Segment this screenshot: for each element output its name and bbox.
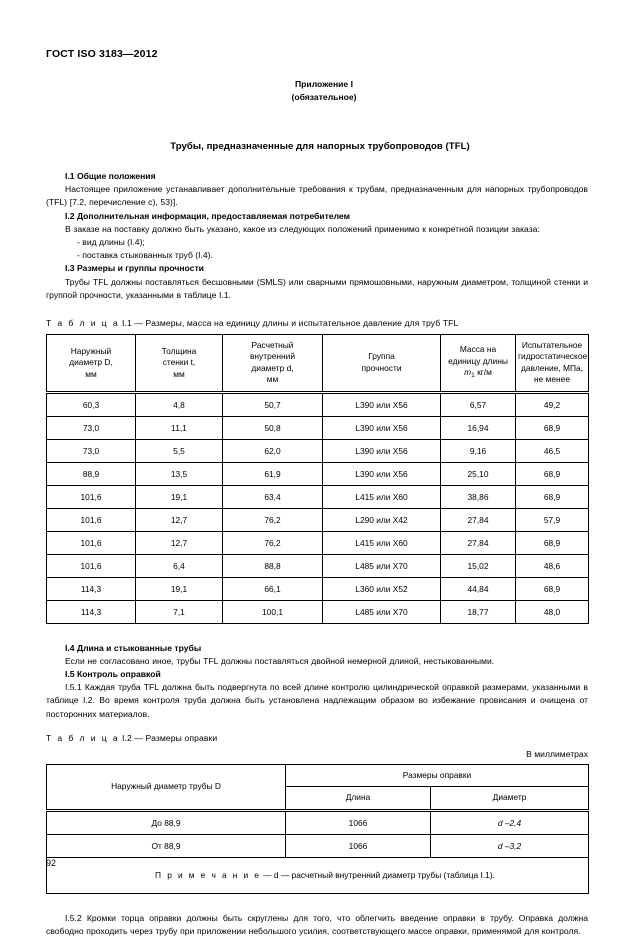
table-row [47, 439, 589, 462]
header-line: гидростатическое [518, 351, 588, 362]
section-heading-i5: I.5 Контроль оправкой [65, 669, 161, 680]
table-cell: 9,16 [441, 439, 516, 462]
header-line: мм [173, 368, 185, 379]
header-line: мм [266, 374, 279, 385]
header-line: внутренний [249, 351, 296, 362]
table-cell: 88,8 [223, 554, 323, 577]
table-row [47, 834, 589, 857]
table-1-header-cell [223, 335, 323, 393]
header-line: прочности [361, 362, 402, 373]
table-1-caption-number: I.1 [122, 318, 132, 329]
table-cell: 4,8 [136, 392, 223, 416]
table-cell: 68,9 [516, 531, 589, 554]
table-2-note [47, 857, 589, 893]
table-cell: 11,1 [136, 416, 223, 439]
table-cell: 5,5 [136, 439, 223, 462]
table-cell: 15,02 [441, 554, 516, 577]
table-cell: 73,0 [47, 416, 136, 439]
table-cell: 88,9 [47, 462, 136, 485]
table-cell: L485 или X70 [323, 600, 441, 623]
table-cell: d –2,4 [431, 810, 589, 834]
table-row [47, 485, 589, 508]
table-2-caption-number: I.2 [122, 732, 132, 743]
appendix-title: Приложение I [295, 79, 353, 89]
header-line: Толщина [161, 345, 197, 356]
table-cell: 114,3 [47, 577, 136, 600]
table-cell: 46,5 [516, 439, 589, 462]
table-cell: L290 или X42 [323, 508, 441, 531]
section-heading-i3: I.3 Размеры и группы прочности [65, 263, 204, 274]
table-row [47, 554, 589, 577]
appendix-subtitle: (обязательное) [291, 91, 357, 102]
page-number: 92 [46, 858, 57, 868]
table-2-caption-text: — Размеры оправки [134, 732, 218, 743]
table-cell: 1066 [286, 810, 431, 834]
note-label: П р и м е ч а н и е [155, 869, 261, 880]
header-line: стенки t, [162, 357, 196, 368]
table-1-header-cell [516, 335, 589, 393]
table-1-header-cell [323, 335, 441, 393]
table-cell: 27,84 [441, 508, 516, 531]
list-item: - вид длины (I.4); [77, 237, 145, 248]
header-line: Испытательное [521, 340, 583, 351]
header-line: мм [85, 368, 97, 379]
table-cell: 76,2 [223, 508, 323, 531]
table-cell: 73,0 [47, 439, 136, 462]
table-cell: 62,0 [223, 439, 323, 462]
header-line: не менее [534, 374, 570, 385]
table-cell: 101,6 [47, 485, 136, 508]
table-row [47, 416, 589, 439]
table-cell: 57,9 [516, 508, 589, 531]
table-cell: L485 или X70 [323, 554, 441, 577]
table-cell: 68,9 [516, 577, 589, 600]
table-row [47, 508, 589, 531]
table-row [47, 531, 589, 554]
table-cell: 76,2 [223, 531, 323, 554]
table-2-header-cell-dia: Диаметр [431, 787, 589, 810]
table-row [47, 392, 589, 416]
table-cell: 48,6 [516, 554, 589, 577]
table-cell: d –3,2 [431, 834, 589, 857]
table-cell: 27,84 [441, 531, 516, 554]
page-content [46, 78, 588, 938]
table-1-caption-text: — Размеры, масса на единицу длины и испытательное давление для труб TFL [134, 318, 459, 329]
table-cell: 13,5 [136, 462, 223, 485]
table-cell: От 88,9 [47, 834, 286, 857]
section-paragraph-i51: I.5.1 Каждая труба TFL должна быть подвергнута по всей длине контролю цилиндрической оправкой размерами, указанными в таблице I.2. Во время контроля труба должна быть установлена надлежащим образом во избежание провисания и очищена от посторонних материалов. [46, 682, 588, 719]
table-cell: 60,3 [47, 392, 136, 416]
table-cell: 101,6 [47, 531, 136, 554]
section-paragraph-i3: Трубы TFL должны поставляться бесшовными (SMLS) или сварными прямошовными, наружным диаметром, толщиной стенки и группой прочности, указанными в таблице I.1. [46, 276, 588, 300]
table-pipe-dimensions [46, 334, 589, 624]
table-note-row [47, 857, 589, 893]
table-cell: 6,57 [441, 392, 516, 416]
table-row [47, 577, 589, 600]
header-line: Группа [368, 351, 395, 362]
table-cell: 38,86 [441, 485, 516, 508]
section-heading-i1: I.1 Общие положения [65, 171, 156, 181]
table-cell: 7,1 [136, 600, 223, 623]
header-line: Расчетный [251, 340, 294, 351]
table-row [47, 600, 589, 623]
table-cell: 66,1 [223, 577, 323, 600]
table-cell: 6,4 [136, 554, 223, 577]
table-cell: 50,7 [223, 392, 323, 416]
table-cell: L390 или X56 [323, 392, 441, 416]
section-heading-i2: I.2 Дополнительная информация, предоставляемая потребителем [65, 210, 350, 221]
table-cell: 100,1 [223, 600, 323, 623]
table-cell: 19,1 [136, 577, 223, 600]
table-cell: 114,3 [47, 600, 136, 623]
section-paragraph-i2: В заказе на поставку должно быть указано, какое из следующих положений применимо к конкретной позиции заказа: [65, 223, 540, 234]
table-1-header-cell [136, 335, 223, 393]
page-title: Трубы, предназначенные для напорных трубопроводов (TFL) [170, 141, 470, 152]
table-row [47, 810, 589, 834]
header-line: диаметр d, [251, 362, 294, 373]
table-cell: 63,4 [223, 485, 323, 508]
table-cell: L415 или X60 [323, 485, 441, 508]
header-line: Масса на [459, 344, 497, 355]
table-cell: 48,0 [516, 600, 589, 623]
table-cell: 12,7 [136, 508, 223, 531]
note-text: — d — расчетный внутренний диаметр трубы (таблица I.1). [263, 869, 495, 880]
section-paragraph-i1: Настоящее приложение устанавливает дополнительные требования к трубам, предназначенным для напорных трубопроводов (TFL) [7.2, перечисление с), 53)]. [46, 184, 588, 208]
page-header: ГОСТ ISO 3183—2012 [46, 48, 158, 60]
section-paragraph-i4: Если не согласовано иное, трубы TFL должны поставляться двойной немерной длиной, нестыкованными. [65, 655, 495, 666]
table-2-caption [46, 733, 588, 743]
table-cell: L390 или X56 [323, 416, 441, 439]
table-cell: 101,6 [47, 508, 136, 531]
table-cell: 61,9 [223, 462, 323, 485]
table-cell: 25,10 [441, 462, 516, 485]
table-2-header-cell-diameter: Наружный диаметр трубы D [47, 764, 286, 810]
table-cell: 18,77 [441, 600, 516, 623]
table-1-caption [46, 318, 588, 328]
section-paragraph-i52: I.5.2 Кромки торца оправки должны быть скруглены для того, что облегчить введение оправки в трубу. Оправка должна свободно проходить через трубу при приложении небольшого усилия, соответствующего массе оправки, применямой для контроля. [46, 912, 588, 936]
table-2-units-note: В миллиметрах [526, 748, 588, 759]
table-cell: До 88,9 [47, 810, 286, 834]
table-cell: 101,6 [47, 554, 136, 577]
table-mandrel-dimensions [46, 764, 589, 894]
table-cell: 68,9 [516, 485, 589, 508]
table-cell: 49,2 [516, 392, 589, 416]
table-cell: L415 или X60 [323, 531, 441, 554]
table-2-body [47, 810, 589, 893]
header-line: диаметр D, [69, 357, 113, 368]
header-line: единицу длины [448, 355, 508, 366]
table-1-body [47, 392, 589, 623]
header-line: давление, МПа, [521, 362, 583, 373]
table-cell: 1066 [286, 834, 431, 857]
table-cell: 68,9 [516, 416, 589, 439]
appendix-heading [60, 78, 588, 103]
table-cell: 16,94 [441, 416, 516, 439]
table-2-caption-label: Т а б л и ц а [46, 732, 120, 743]
header-line-mass-symbol: $m_1$ кг/м [464, 367, 492, 380]
table-cell: 68,9 [516, 462, 589, 485]
table-row [47, 462, 589, 485]
table-cell: 44,84 [441, 577, 516, 600]
table-cell: L390 или X56 [323, 439, 441, 462]
header-line: Наружный [70, 345, 112, 356]
section-heading-i4: I.4 Длина и стыкованные трубы [65, 642, 202, 653]
table-cell: L390 или X56 [323, 462, 441, 485]
table-2-header-cell-length: Длина [286, 787, 431, 810]
table-1-header-cell [441, 335, 516, 393]
table-1-caption-label: Т а б л и ц а [46, 318, 120, 329]
table-cell: 19,1 [136, 485, 223, 508]
list-item: - поставка стыкованных труб (I.4). [77, 250, 213, 261]
table-cell: 50,8 [223, 416, 323, 439]
table-cell: L360 или X52 [323, 577, 441, 600]
table-2-header-group: Размеры оправки [286, 764, 589, 786]
table-1-header-cell [47, 335, 136, 393]
table-cell: 12,7 [136, 531, 223, 554]
